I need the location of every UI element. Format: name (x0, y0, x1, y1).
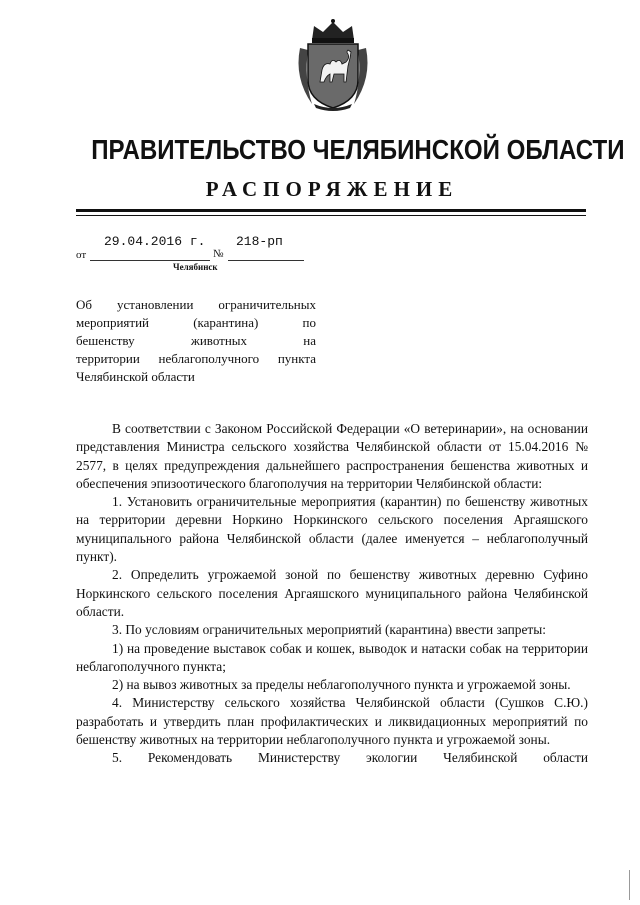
subject-line: бешенству животных на (76, 333, 316, 348)
document-subject (76, 296, 316, 386)
organization-title: ПРАВИТЕЛЬСТВО ЧЕЛЯБИНСКОЙ ОБЛАСТИ (91, 134, 625, 165)
number-underline (228, 260, 304, 261)
document-body (76, 420, 588, 768)
subject-line: Об установлении ограничительных (76, 297, 316, 312)
clause-3-subitem-1: 1) на проведение выставок собак и кошек, выводок и натаски собак на территории неблагополучного пункта; (76, 640, 588, 674)
clause-5: 5. Рекомендовать Министерству экологии Челябинской области (112, 750, 588, 766)
page-edge-mark (629, 870, 636, 900)
document-date: 29.04.2016 г. (104, 234, 206, 249)
document-number: 218-рп (236, 234, 283, 249)
coat-of-arms-emblem (290, 18, 376, 112)
clause-4: 4. Министерству сельского хозяйства Челябинской области (Сушков С.Ю.) разработать и утвердить план профилактических и ликвидационных мероприятий по бешенству животных на территории неблагополучного пункта и угрожаемой зоны. (76, 695, 588, 748)
clause-3-subitem-2: 2) на вывоз животных за пределы неблагополучного пункта и угрожаемой зоны. (112, 677, 571, 693)
subject-line: мероприятий (карантина) по (76, 315, 316, 330)
header-rule-thin (76, 215, 586, 216)
header-rule-thick (76, 209, 586, 212)
clause-1: 1. Установить ограничительные мероприятия (карантин) по бешенству животных на территории деревни Норкино Норкинского сельского поселения Аргаяшского муниципального района Челябинской области (далее именуется – неблагополучный пункт). (76, 494, 588, 565)
date-underline (90, 260, 210, 261)
document-type-title: РАСПОРЯЖЕНИЕ (205, 177, 459, 201)
number-label: № (213, 248, 224, 260)
clause-3: 3. По условиям ограничительных мероприятий (карантина) ввести запреты: (112, 622, 546, 638)
subject-line: Челябинской области (76, 369, 195, 384)
clause-2: 2. Определить угрожаемой зоной по бешенству животных деревню Суфино Норкинского сельского поселения Аргаяшского муниципального района Челябинской области. (76, 567, 588, 619)
document-city: Челябинск (173, 262, 218, 272)
preamble-paragraph: В соответствии с Законом Российской Федерации «О ветеринарии», на основании представления Министра сельского хозяйства Челябинской области от 15.04.2016 № 2577, в целях предупреждения дальнейшего распространения бешенства животных и обеспечения эпизоотического благополучия на территории Челябинской области: (76, 421, 588, 491)
subject-line: территории неблагополучного пункта (76, 351, 316, 366)
from-label: от (76, 249, 87, 261)
